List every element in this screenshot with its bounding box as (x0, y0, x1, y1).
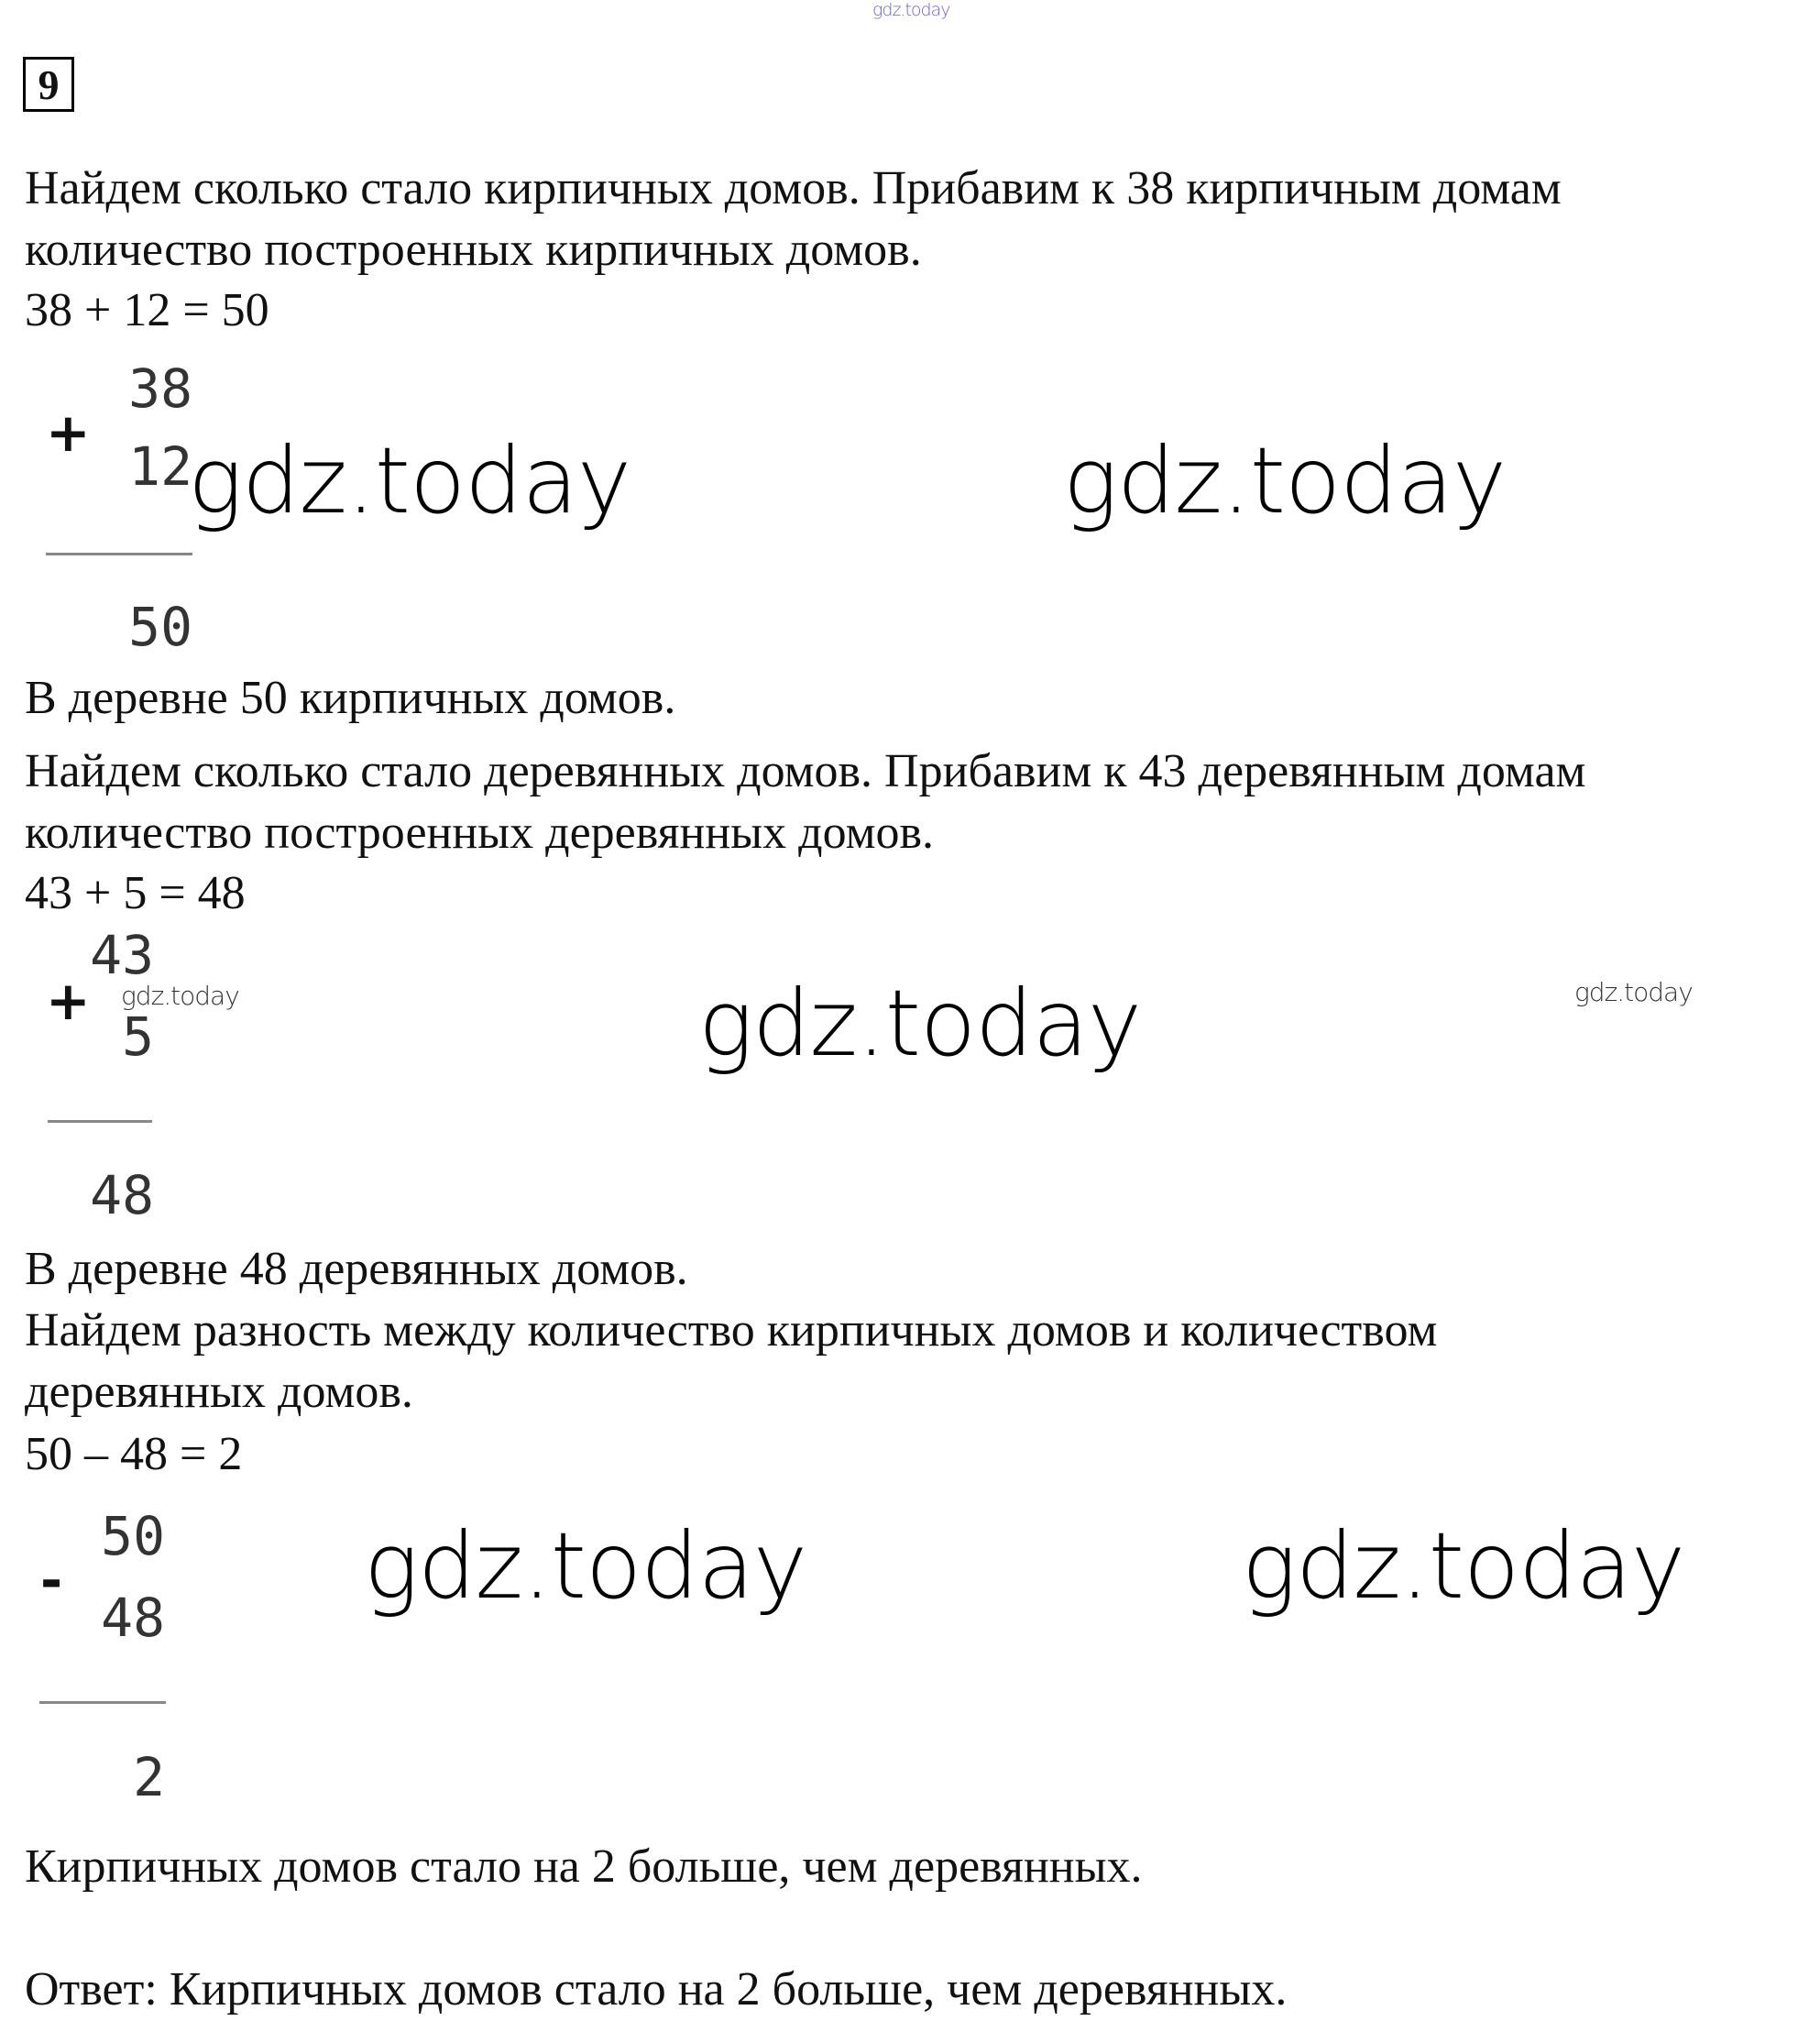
plus-operator: + (46, 401, 91, 464)
watermark: gdz.today (698, 970, 1142, 1077)
block2-equation: 43 + 5 = 48 (25, 867, 246, 919)
block2-line1: Найдем сколько стало деревянных домов. Прибавим к 43 деревянным домам (25, 745, 1586, 797)
answer-line: Ответ: Кирпичных домов стало на 2 больше, чем деревянных. (25, 1963, 1288, 2016)
column-top-number: 43 (90, 924, 154, 986)
block3-line1: Найдем разность между количество кирпичных домов и количеством (25, 1304, 1438, 1356)
block2-line2: количество построенных деревянных домов. (25, 807, 935, 859)
block1-line2: количество построенных кирпичных домов. (25, 224, 922, 276)
block1-equation: 38 + 12 = 50 (25, 284, 269, 336)
column-bottom-number: 48 (101, 1587, 165, 1649)
block3-line2: деревянных домов. (25, 1366, 413, 1418)
column-result: 50 (128, 596, 192, 658)
column-bottom-number: 5 (122, 1005, 154, 1068)
block3-equation: 50 – 48 = 2 (25, 1428, 243, 1480)
column-result: 2 (133, 1746, 165, 1808)
block1-conclusion: В деревне 50 кирпичных домов. (25, 672, 676, 724)
column-bottom-number: 12 (128, 435, 192, 498)
watermark: gdz.today (1574, 977, 1693, 1007)
watermark: gdz.today (121, 981, 239, 1011)
column-rule (39, 1701, 166, 1704)
block1-line1: Найдем сколько стало кирпичных домов. Прибавим к 38 кирпичным домам (25, 162, 1562, 214)
minus-operator: - (40, 1549, 63, 1611)
block3-conclusion: Кирпичных домов стало на 2 больше, чем деревянных. (25, 1840, 1143, 1893)
column-rule (46, 553, 192, 555)
plus-operator: + (46, 970, 91, 1032)
watermark: gdz.today (364, 1512, 807, 1620)
task-number: 9 (23, 57, 74, 112)
column-result: 48 (90, 1164, 154, 1226)
column-rule (48, 1120, 152, 1123)
block2-conclusion: В деревне 48 деревянных домов. (25, 1243, 688, 1295)
column-top-number: 50 (101, 1505, 165, 1567)
watermark-top: gdz.today (872, 0, 950, 20)
watermark: gdz.today (1063, 427, 1507, 534)
column-top-number: 38 (128, 357, 192, 420)
watermark: gdz.today (188, 427, 631, 534)
watermark: gdz.today (1242, 1512, 1685, 1620)
